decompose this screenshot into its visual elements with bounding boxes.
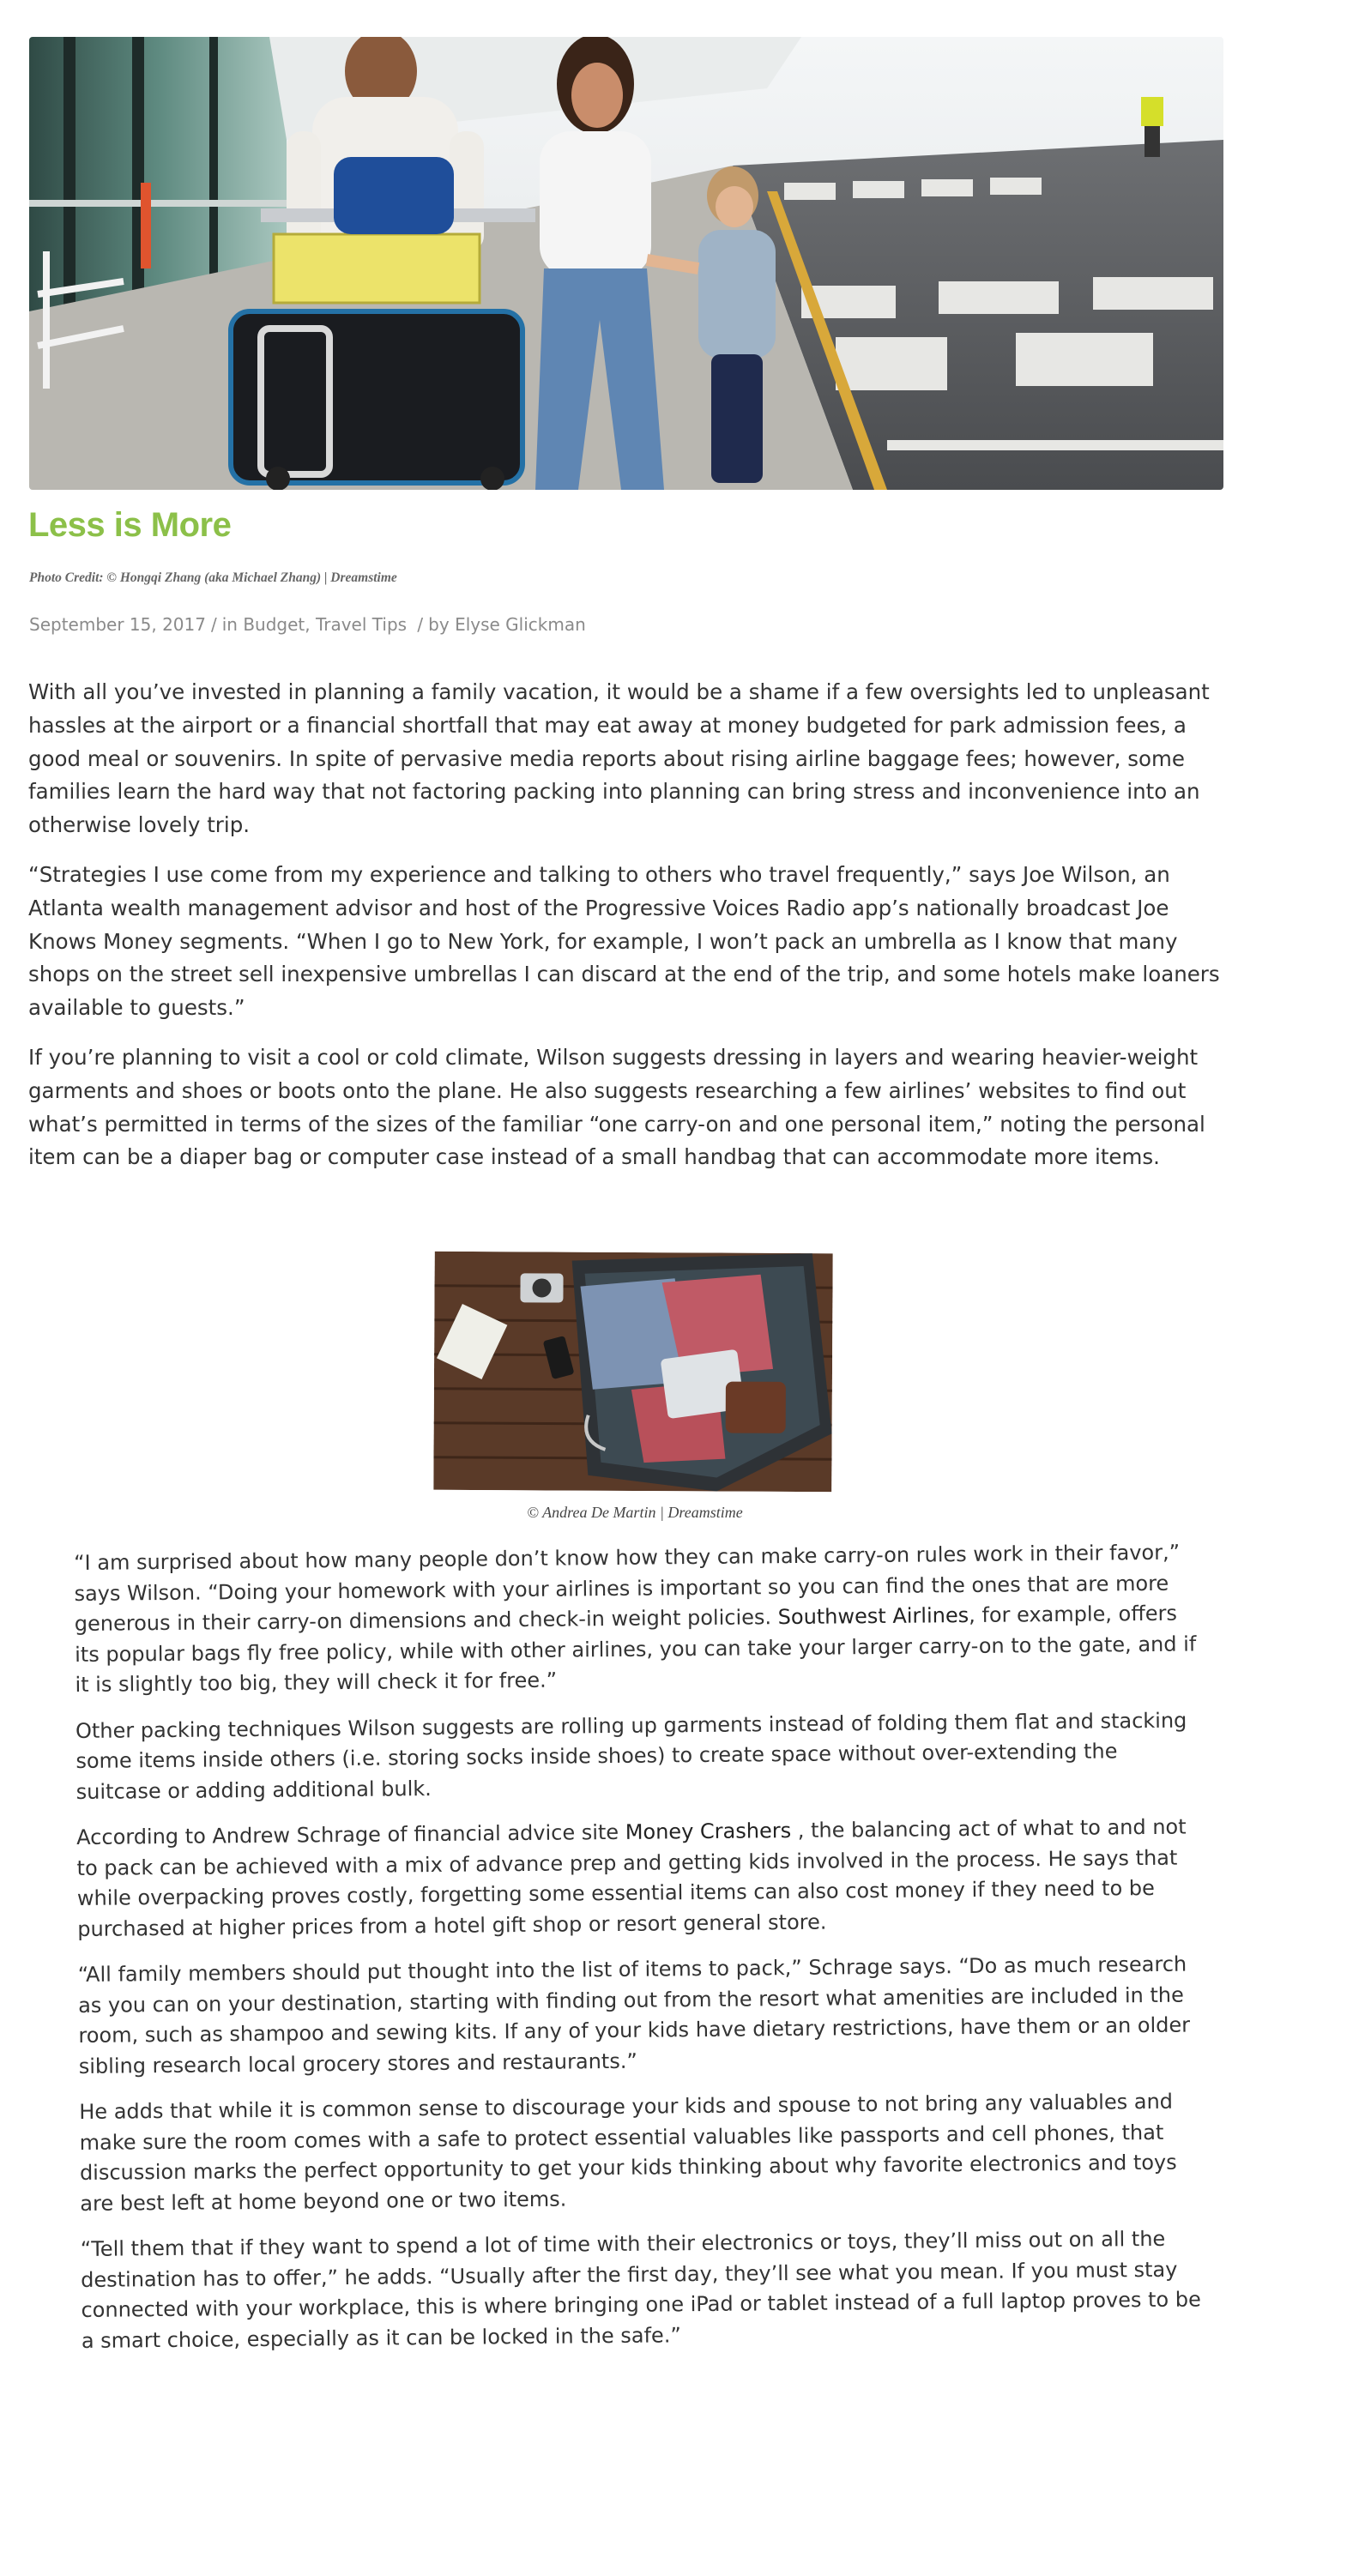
- paragraph-6: [76, 1812, 1201, 1945]
- family-airport-photo: [29, 37, 1223, 490]
- paragraph-5: Other packing techniques Wilson suggests are rolling up garments instead of folding them flat and stacking some items inside others (i.e. storing socks inside shoes) to create space without over-extending the suitcase or adding additional bulk.: [75, 1708, 1187, 1804]
- paragraph-4: [74, 1537, 1199, 1700]
- article-body-top: [28, 676, 1225, 1191]
- meta-in-label: in: [221, 614, 238, 635]
- paragraph-7: “All family members should put thought into the list of items to pack,” Schrage says. “Do as much research as you can on your destination, starting with finding out from the resort what amenities are included in the room, such as shampoo and sewing kits. If any of your kids have dietary restrictions, have them or an older sibling research local grocery stores and restaurants.”: [77, 1952, 1191, 2078]
- meta-separator: /: [210, 614, 217, 635]
- article-title: Less is More: [28, 506, 232, 544]
- post-meta: [29, 614, 586, 635]
- open-suitcase-image: [433, 1252, 832, 1492]
- category-comma: ,: [305, 614, 311, 635]
- category-link-budget[interactable]: Budget: [243, 614, 305, 635]
- paragraph-6-text-end: , the balancing act of what to and not to pack can be achieved with a mix of advance prep and getting kids involved in the process. He says that while overpacking proves costly, forgetting some essential items can also cost money if they need to be purchased at higher prices from a hotel gift shop or resort general store.: [76, 1814, 1187, 1941]
- money-crashers-link[interactable]: Money Crashers: [625, 1818, 792, 1844]
- meta-separator: /: [417, 614, 424, 635]
- photo-credit: Photo Credit: © Hongqi Zhang (aka Michael Zhang) | Dreamstime: [29, 570, 397, 585]
- category-link-travel-tips[interactable]: Travel Tips: [315, 614, 408, 635]
- paragraph-6-text-start: According to Andrew Schrage of financial advice site: [76, 1819, 625, 1849]
- meta-by-label: by: [428, 614, 450, 635]
- author-link[interactable]: Elyse Glickman: [455, 614, 586, 635]
- paragraph-1: With all you’ve invested in planning a family vacation, it would be a shame if a few oversights led to unpleasant hassles at the airport or a financial shortfall that may eat away at money budgeted for park admission fees, a good meal or souvenirs. In spite of pervasive media reports about rising airline baggage fees; however, some families learn the hard way that not factoring packing into planning can bring stress and inconvenience into an otherwise lovely trip.: [28, 679, 1210, 838]
- article-body-bottom: [74, 1537, 1205, 2372]
- paragraph-8: He adds that while it is common sense to discourage your kids and spouse to not bring any valuables and make sure the room comes with a safe to protect essential valuables like passports and cell phones, that discussion marks the perfect opportunity to get your kids thinking about why favorite electronics and toys are best left at home beyond one or two items.: [79, 2089, 1177, 2216]
- paragraph-2: “Strategies I use come from my experience and talking to others who travel frequently,” says Joe Wilson, an Atlanta wealth management advisor and host of the Progressive Voices Radio app’s nationally broadcast Joe Knows Money segments. “When I go to New York, for example, I won’t pack an umbrella as I know that many shops on the street sell inexpensive umbrellas I can discard at the end of the trip, and some hotels make loaners available to guests.”: [28, 861, 1220, 1021]
- inline-photo-caption: © Andrea De Martin | Dreamstime: [527, 1504, 743, 1521]
- paragraph-9: “Tell them that if they want to spend a lot of time with their electronics or toys, they’ll miss out on all the destination has to offer,” he adds. “Usually after the first day, they’ll see what you mean. If you must stay connected with your workplace, this is where bringing one iPad or tablet instead of a full laptop proves to be a smart choice, especially as it can be locked in the safe.”: [80, 2226, 1201, 2353]
- paragraph-4-text-end: , for example, offers its popular bags fly free policy, while with other airlines, you can take your larger carry-on to the gate, and if it is slightly too big, they will check it for free.”: [75, 1601, 1197, 1697]
- post-date: September 15, 2017: [29, 614, 206, 635]
- southwest-airlines-link[interactable]: Southwest Airlines: [777, 1602, 969, 1630]
- suitcase-photo: [433, 1252, 832, 1492]
- hero-image: [29, 37, 1223, 490]
- paragraph-4-text-start: “I am surprised about how many people don’t know how they can make carry-on rules work in their favor,” says Wilson. “Doing your homework with your airlines is important so you can find the ones that are more generous in their carry-on dimensions and check-in weight policies.: [74, 1540, 1181, 1636]
- paragraph-3: If you’re planning to visit a cool or cold climate, Wilson suggests dressing in layers and wearing heavier-weight garments and shoes or boots onto the plane. He also suggests researching a few airlines’ websites to find out what’s permitted in terms of the sizes of the familiar “one carry-on and one personal item,” noting the personal item can be a diaper bag or computer case instead of a small handbag that can accommodate more items.: [28, 1044, 1205, 1170]
